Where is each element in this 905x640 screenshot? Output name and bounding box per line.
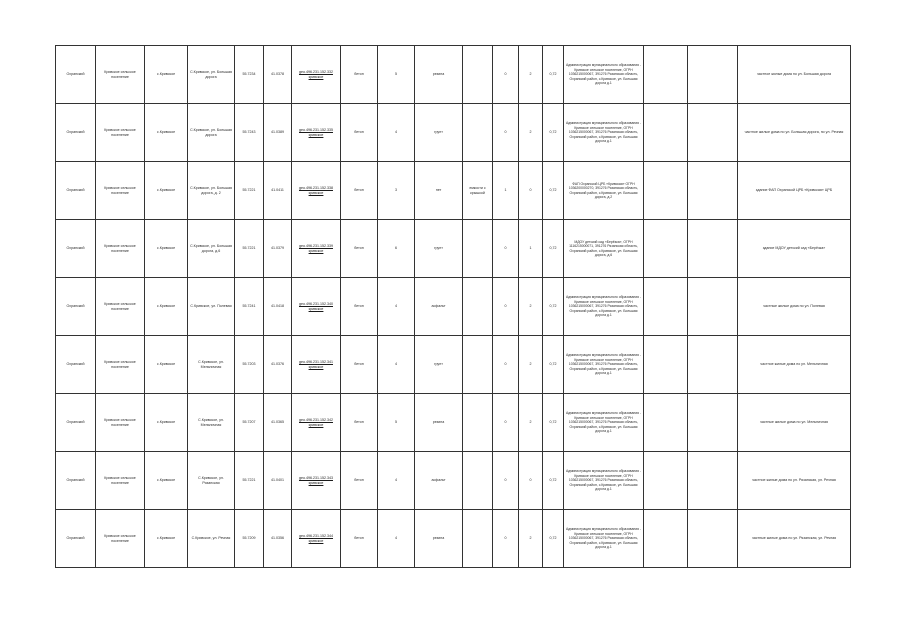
- map-link[interactable]: geo.496.231.152.332 кривское: [299, 69, 333, 79]
- document-page: [55, 45, 850, 567]
- note2-cell: [688, 336, 738, 394]
- table-body: [56, 46, 851, 568]
- cover-cell: грунт: [415, 220, 463, 278]
- owner-cell: Администрация муниципального образования - Кривское сельское поселение, ОГРН 1036215000067, 391276 Рязанская область, Охранский район, с.Кривское, ул. Большая дорога д.1: [564, 104, 644, 162]
- area-cell: 4: [378, 278, 415, 336]
- longitude-cell: 41.0379: [264, 220, 292, 278]
- district-cell: Охранский: [56, 452, 96, 510]
- map-link[interactable]: geo.496.231.152.344 кривское: [299, 533, 333, 543]
- latitude-cell: 55.7221: [235, 162, 264, 220]
- count-b-cell: 2: [519, 510, 543, 568]
- area-cell: 5: [378, 46, 415, 104]
- note1-cell: [644, 46, 688, 104]
- surface-cell: бетон: [341, 336, 378, 394]
- settlement-cell: Кривское сельское поселение: [96, 104, 145, 162]
- surface-cell: бетон: [341, 452, 378, 510]
- volume-cell: 0,72: [543, 46, 564, 104]
- volume-cell: 0,72: [543, 336, 564, 394]
- extra-cell: [463, 510, 493, 568]
- note2-cell: [688, 46, 738, 104]
- district-cell: Охранский: [56, 394, 96, 452]
- locality-cell: с.Кривское: [145, 46, 188, 104]
- extra-cell: емкости с крышкой: [463, 162, 493, 220]
- address-cell: С.Кривское, ул. Большая дорога, д. 2: [188, 162, 235, 220]
- latitude-cell: 55.7221: [235, 452, 264, 510]
- district-cell: Охранский: [56, 46, 96, 104]
- table-row: [56, 510, 851, 568]
- count-a-cell: 0: [493, 46, 519, 104]
- settlement-cell: Кривское сельское поселение: [96, 394, 145, 452]
- source-cell: частное жилые дома по ул. Большая дорога, по ул. Речная: [738, 104, 851, 162]
- map-link[interactable]: geo.496.231.152.335 кривское: [299, 127, 333, 137]
- table-row: [56, 162, 851, 220]
- address-cell: С.Кривское, ул. Мельничная: [188, 394, 235, 452]
- latitude-cell: 55.7243: [235, 104, 264, 162]
- note1-cell: [644, 220, 688, 278]
- area-cell: 6: [378, 220, 415, 278]
- area-cell: 3: [378, 162, 415, 220]
- table-row: [56, 452, 851, 510]
- volume-cell: 0,72: [543, 510, 564, 568]
- extra-cell: [463, 336, 493, 394]
- note2-cell: [688, 510, 738, 568]
- longitude-cell: 41.0418: [264, 278, 292, 336]
- registry-table: [55, 45, 851, 568]
- map-link-cell: [292, 278, 341, 336]
- settlement-cell: Кривское сельское поселение: [96, 336, 145, 394]
- area-cell: 4: [378, 452, 415, 510]
- cover-cell: резина: [415, 394, 463, 452]
- count-b-cell: 0: [519, 162, 543, 220]
- locality-cell: с.Кривское: [145, 104, 188, 162]
- cover-cell: резина: [415, 46, 463, 104]
- table-row: [56, 220, 851, 278]
- address-cell: С.Кривское, ул. Большая дорога: [188, 46, 235, 104]
- surface-cell: бетон: [341, 46, 378, 104]
- locality-cell: с.Кривское: [145, 452, 188, 510]
- table-row: [56, 278, 851, 336]
- source-cell: частные жилые дома по ул. Рязанская, ул. Речная: [738, 510, 851, 568]
- source-cell: частные жилые дома по ул. Мельничная: [738, 394, 851, 452]
- count-b-cell: 2: [519, 336, 543, 394]
- volume-cell: 0,72: [543, 162, 564, 220]
- locality-cell: с.Кривское: [145, 510, 188, 568]
- cover-cell: грунт: [415, 104, 463, 162]
- surface-cell: бетон: [341, 220, 378, 278]
- count-a-cell: 0: [493, 278, 519, 336]
- source-cell: частные жилые дома по ул. Полевая: [738, 278, 851, 336]
- note2-cell: [688, 220, 738, 278]
- map-link[interactable]: geo.496.231.152.338 кривское: [299, 185, 333, 195]
- owner-cell: Администрация муниципального образования - Кривское сельское поселение, ОГРН 1036215000067, 391276 Рязанская область, Охранский район, с.Кривское, ул. Большая дорога д.1: [564, 336, 644, 394]
- surface-cell: бетон: [341, 394, 378, 452]
- count-a-cell: 0: [493, 336, 519, 394]
- locality-cell: с.Кривское: [145, 220, 188, 278]
- surface-cell: бетон: [341, 104, 378, 162]
- cover-cell: резина: [415, 510, 463, 568]
- settlement-cell: Кривское сельское поселение: [96, 220, 145, 278]
- count-a-cell: 0: [493, 104, 519, 162]
- note1-cell: [644, 278, 688, 336]
- owner-cell: Администрация муниципального образования - Кривское сельское поселение, ОГРН 1036215000067, 391276 Рязанская область, Охранский район, с.Кривское, ул. Большая дорога д.1: [564, 46, 644, 104]
- address-cell: С.Кривское, ул. Полевая: [188, 278, 235, 336]
- count-a-cell: 0: [493, 220, 519, 278]
- count-b-cell: 2: [519, 394, 543, 452]
- source-cell: частное жилые дома по ул. Рязанская, ул. Речная: [738, 452, 851, 510]
- surface-cell: бетон: [341, 162, 378, 220]
- map-link-cell: [292, 452, 341, 510]
- address-cell: С.Кривское, ул. Большая дорога, д.6: [188, 220, 235, 278]
- longitude-cell: 41.0365: [264, 394, 292, 452]
- count-a-cell: 0: [493, 452, 519, 510]
- extra-cell: [463, 278, 493, 336]
- volume-cell: 0,72: [543, 104, 564, 162]
- map-link-cell: [292, 162, 341, 220]
- count-b-cell: 2: [519, 104, 543, 162]
- locality-cell: с.Кривское: [145, 394, 188, 452]
- map-link-cell: [292, 46, 341, 104]
- map-link-cell: [292, 394, 341, 452]
- note1-cell: [644, 394, 688, 452]
- extra-cell: [463, 452, 493, 510]
- count-b-cell: 1: [519, 220, 543, 278]
- source-cell: частное жилые дома по ул. Мельничная: [738, 336, 851, 394]
- volume-cell: 0,72: [543, 452, 564, 510]
- count-b-cell: 0: [519, 452, 543, 510]
- extra-cell: [463, 220, 493, 278]
- count-a-cell: 0: [493, 510, 519, 568]
- cover-cell: нет: [415, 162, 463, 220]
- map-link-cell: [292, 220, 341, 278]
- map-link-cell: [292, 104, 341, 162]
- area-cell: 4: [378, 336, 415, 394]
- cover-cell: асфальт: [415, 452, 463, 510]
- locality-cell: с.Кривское: [145, 162, 188, 220]
- count-a-cell: 0: [493, 394, 519, 452]
- district-cell: Охранский: [56, 220, 96, 278]
- map-link[interactable]: geo.496.231.152.339 кривское: [299, 243, 333, 253]
- extra-cell: [463, 46, 493, 104]
- extra-cell: [463, 104, 493, 162]
- note2-cell: [688, 104, 738, 162]
- locality-cell: с.Кривское: [145, 278, 188, 336]
- note2-cell: [688, 278, 738, 336]
- longitude-cell: 41.0378: [264, 46, 292, 104]
- owner-cell: Администрация муниципального образования - Кривское сельское поселение, ОГРН 1036215000067, 391276 Рязанская область, Охранский район, с.Кривское, ул. Большая дорога д.1: [564, 452, 644, 510]
- note1-cell: [644, 162, 688, 220]
- address-cell: С.Кривское, ул. Рязанская: [188, 452, 235, 510]
- count-b-cell: 2: [519, 46, 543, 104]
- map-link[interactable]: geo.496.231.152.341 кривское: [299, 359, 333, 369]
- latitude-cell: 55.7221: [235, 220, 264, 278]
- district-cell: Охранский: [56, 104, 96, 162]
- note1-cell: [644, 452, 688, 510]
- cover-cell: асфальт: [415, 278, 463, 336]
- surface-cell: бетон: [341, 510, 378, 568]
- latitude-cell: 55.7209: [235, 510, 264, 568]
- map-link[interactable]: geo.496.231.152.343 кривское: [299, 475, 333, 485]
- area-cell: 5: [378, 394, 415, 452]
- address-cell: С.Кривское, ул. Большая дорога: [188, 104, 235, 162]
- note2-cell: [688, 162, 738, 220]
- area-cell: 4: [378, 510, 415, 568]
- latitude-cell: 55.7203: [235, 336, 264, 394]
- count-b-cell: 2: [519, 278, 543, 336]
- map-link[interactable]: geo.496.231.152.342 кривское: [299, 417, 333, 427]
- note2-cell: [688, 452, 738, 510]
- count-a-cell: 1: [493, 162, 519, 220]
- table-row: [56, 46, 851, 104]
- owner-cell: Администрация муниципального образования - Кривское сельское поселение, ОГРН 1036215000067, 391276 Рязанская область, Охранский район, с.Кривское, ул. Большая дорога д.1: [564, 510, 644, 568]
- owner-cell: Администрация муниципального образования - Кривское сельское поселение, ОГРН 1036215000067, 391276 Рязанская область, Охранский район, с.Кривское, ул. Большая дорога д.1: [564, 278, 644, 336]
- cover-cell: грунт: [415, 336, 463, 394]
- map-link-cell: [292, 510, 341, 568]
- owner-cell: Администрация муниципального образования - Кривское сельское поселение, ОГРН 1036215000067, 391276 Рязанская область, Охранский район, с.Кривское, ул. Большая дорога д.1: [564, 394, 644, 452]
- source-cell: частное жилые дома по ул. Большая дорога: [738, 46, 851, 104]
- longitude-cell: 41.0356: [264, 510, 292, 568]
- table-row: [56, 394, 851, 452]
- map-link-cell: [292, 336, 341, 394]
- latitude-cell: 55.7241: [235, 278, 264, 336]
- source-cell: здание МДОУ детский сад «Берёзка»: [738, 220, 851, 278]
- longitude-cell: 41.0401: [264, 452, 292, 510]
- owner-cell: МДОУ детский сад «Берёзка», ОГРН 1116215000071, 391276 Рязанская область, Охранский район, с.Кривское, ул. Большая дорога, д.6: [564, 220, 644, 278]
- note2-cell: [688, 394, 738, 452]
- owner-cell: ФАП Охранской ЦРБ «Кривская» ОГРН 1036200000270, 391276 Рязанская область, Охранский район, с.Кривское, ул. Большая дорога, д.2: [564, 162, 644, 220]
- map-link[interactable]: geo.496.231.152.340 кривское: [299, 301, 333, 311]
- note1-cell: [644, 104, 688, 162]
- volume-cell: 0,72: [543, 278, 564, 336]
- table-row: [56, 104, 851, 162]
- district-cell: Охранский: [56, 278, 96, 336]
- district-cell: Охранский: [56, 162, 96, 220]
- extra-cell: [463, 394, 493, 452]
- note1-cell: [644, 510, 688, 568]
- longitude-cell: 41.0389: [264, 104, 292, 162]
- district-cell: Охранский: [56, 336, 96, 394]
- area-cell: 4: [378, 104, 415, 162]
- volume-cell: 0,72: [543, 394, 564, 452]
- settlement-cell: Кривское сельское поселение: [96, 46, 145, 104]
- settlement-cell: Кривское сельское поселение: [96, 278, 145, 336]
- surface-cell: бетон: [341, 278, 378, 336]
- latitude-cell: 55.7207: [235, 394, 264, 452]
- settlement-cell: Кривское сельское поселение: [96, 452, 145, 510]
- settlement-cell: Кривское сельское поселение: [96, 162, 145, 220]
- note1-cell: [644, 336, 688, 394]
- volume-cell: 0,72: [543, 220, 564, 278]
- table-row: [56, 336, 851, 394]
- settlement-cell: Кривское сельское поселение: [96, 510, 145, 568]
- address-cell: С.Кривское, ул. Мельничная: [188, 336, 235, 394]
- longitude-cell: 41.0411: [264, 162, 292, 220]
- district-cell: Охранский: [56, 510, 96, 568]
- longitude-cell: 41.0376: [264, 336, 292, 394]
- source-cell: здание ФАП Охранской ЦРБ «Кривская» ЦРБ: [738, 162, 851, 220]
- latitude-cell: 55.7234: [235, 46, 264, 104]
- locality-cell: с.Кривское: [145, 336, 188, 394]
- address-cell: С.Кривское, ул. Речная: [188, 510, 235, 568]
